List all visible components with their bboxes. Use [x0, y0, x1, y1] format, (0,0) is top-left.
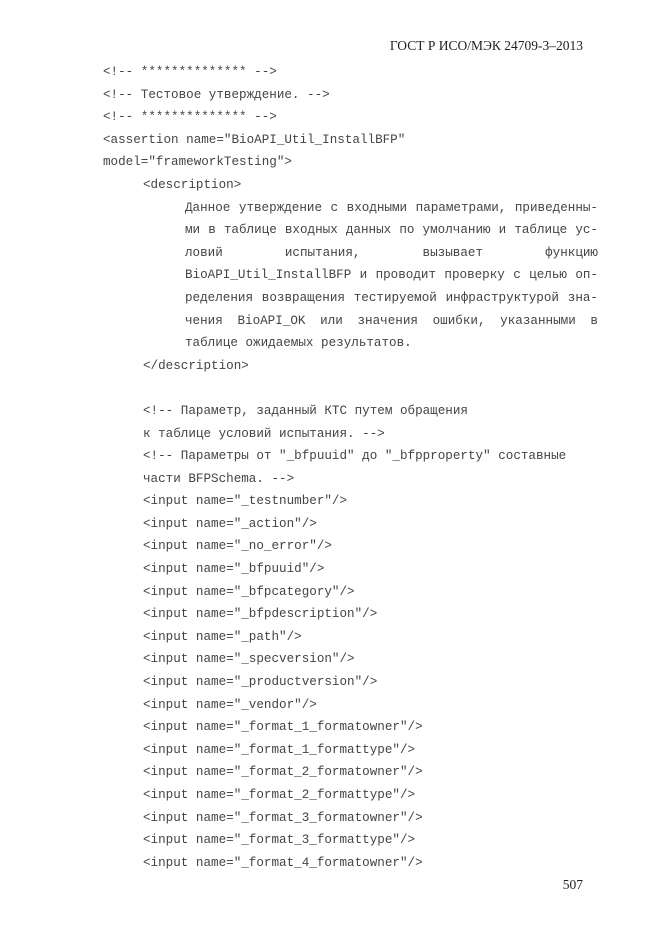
code-line: <description>	[143, 177, 242, 192]
code-line: ределения возвращения тестируемой инфраструктурой зна-	[185, 290, 598, 305]
code-line: Данное утверждение с входными параметрами, приведенны-	[185, 200, 598, 215]
code-line	[103, 377, 598, 400]
code-line: <input name="_no_error"/>	[143, 539, 332, 554]
code-line: <input name="_format_3_formatowner"/>	[143, 810, 423, 825]
code-line: <input name="_action"/>	[143, 516, 317, 531]
code-line: <input name="_specversion"/>	[143, 652, 355, 667]
code-line: <!-- Параметры от "_bfpuuid" до "_bfpproperty" составные	[143, 449, 567, 464]
code-line: ми в таблице входных данных по умолчанию и таблице ус-	[185, 223, 598, 238]
code-line: части BFPSchema. -->	[143, 471, 295, 486]
code-line: <input name="_vendor"/>	[143, 697, 317, 712]
code-line: <input name="_format_2_formattype"/>	[143, 788, 416, 802]
code-line: <assertion name="BioAPI_Util_InstallBFP"	[103, 132, 406, 147]
code-line: model="frameworkTesting">	[103, 155, 292, 170]
code-line: ловий испытания, вызывает функцию	[185, 245, 598, 260]
code-line: к таблице условий испытания. -->	[143, 426, 385, 441]
code-line: таблице ожидаемых результатов.	[185, 336, 412, 351]
code-line: <!-- ************** -->	[103, 65, 277, 79]
code-line: <input name="_bfpuuid"/>	[143, 562, 325, 577]
code-line: <input name="_format_3_formattype"/>	[143, 833, 416, 848]
code-line: <input name="_format_2_formatowner"/>	[143, 765, 423, 780]
code-line: <input name="_path"/>	[143, 629, 302, 644]
code-line: BioAPI_Util_InstallBFP и проводит проверку с целью оп-	[185, 268, 598, 283]
code-line: <input name="_bfpdescription"/>	[143, 607, 378, 622]
document-header: ГОСТ Р ИСО/МЭК 24709-3–2013	[389, 38, 583, 53]
code-line: <input name="_format_1_formattype"/>	[143, 742, 416, 757]
code-line: <!-- Параметр, заданный КТС путем обращения	[143, 403, 468, 418]
code-line: <input name="_bfpcategory"/>	[143, 584, 355, 599]
code-listing	[103, 61, 598, 874]
code-line: <!-- ************** -->	[103, 110, 277, 125]
code-line: <input name="_productversion"/>	[143, 675, 378, 690]
code-line: <input name="_format_1_formatowner"/>	[143, 720, 423, 735]
code-line: чения BioAPI_OK или значения ошибки, указанными в	[185, 313, 598, 328]
page-number: 507	[562, 877, 583, 892]
code-line: </description>	[143, 358, 249, 373]
code-line: <input name="_testnumber"/>	[143, 494, 348, 509]
code-line: <input name="_format_4_formatowner"/>	[143, 855, 423, 870]
code-line: <!-- Тестовое утверждение. -->	[103, 87, 330, 102]
